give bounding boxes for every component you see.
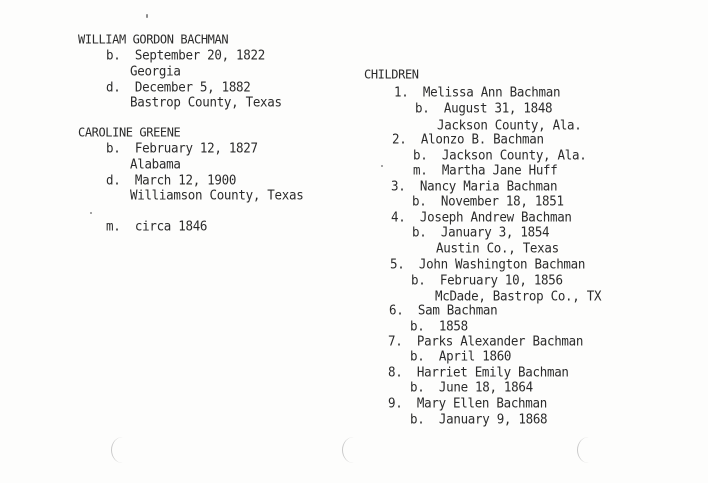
child-6-birth: b. 1858 [410, 318, 468, 334]
child-2-name: 2. Alonzo B. Bachman [392, 131, 544, 147]
father-name: WILLIAM GORDON BACHMAN [78, 32, 229, 47]
binder-hole-right [577, 437, 600, 463]
child-9-birth: b. January 9, 1868 [410, 411, 548, 427]
child-8-birth: b. June 18, 1864 [410, 379, 533, 395]
child-2-marriage: m. Martha Jane Huff [413, 162, 558, 178]
mother-name: CAROLINE GREENE [78, 125, 181, 140]
mother-birth-date: b. February 12, 1827 [106, 140, 258, 156]
child-7-name: 7. Parks Alexander Bachman [388, 333, 584, 349]
child-1-name: 1. Melissa Ann Bachman [394, 84, 561, 100]
paper-speck [381, 165, 383, 167]
child-7-birth: b. April 1860 [410, 348, 512, 364]
mother-birth-place: Alabama [130, 156, 181, 172]
child-9-name: 9. Mary Ellen Bachman [388, 395, 547, 411]
child-6-name: 6. Sam Bachman [389, 302, 498, 318]
child-1-birth-place: Jackson County, Ala. [437, 117, 582, 133]
father-birth-place: Georgia [130, 63, 181, 79]
father-death-place: Bastrop County, Texas [130, 94, 282, 110]
child-5-birth: b. February 10, 1856 [411, 272, 563, 288]
mother-death-place: Williamson County, Texas [130, 187, 304, 203]
paper-speck [90, 212, 92, 214]
child-2-birth: b. Jackson County, Ala. [413, 147, 587, 163]
child-4-birth: b. January 3, 1854 [412, 224, 550, 240]
children-heading: CHILDREN [364, 67, 419, 82]
child-3-birth: b. November 18, 1851 [412, 193, 564, 209]
marriage-date: m. circa 1846 [106, 218, 208, 234]
child-5-name: 5. John Washington Bachman [390, 256, 586, 272]
binder-hole-left [111, 437, 134, 463]
binder-hole-center [342, 437, 365, 463]
child-5-birth-place: McDade, Bastrop Co., TX [435, 288, 602, 304]
child-4-birth-place: Austin Co., Texas [436, 240, 559, 256]
child-4-name: 4. Joseph Andrew Bachman [391, 209, 572, 225]
mother-death-date: d. March 12, 1900 [106, 172, 237, 188]
father-death-date: d. December 5, 1882 [106, 79, 251, 95]
father-birth-date: b. September 20, 1822 [106, 47, 265, 63]
child-8-name: 8. Harriet Emily Bachman [388, 364, 569, 380]
paper-speck [146, 14, 148, 18]
child-3-name: 3. Nancy Maria Bachman [391, 178, 558, 194]
child-1-birth: b. August 31, 1848 [415, 100, 553, 116]
